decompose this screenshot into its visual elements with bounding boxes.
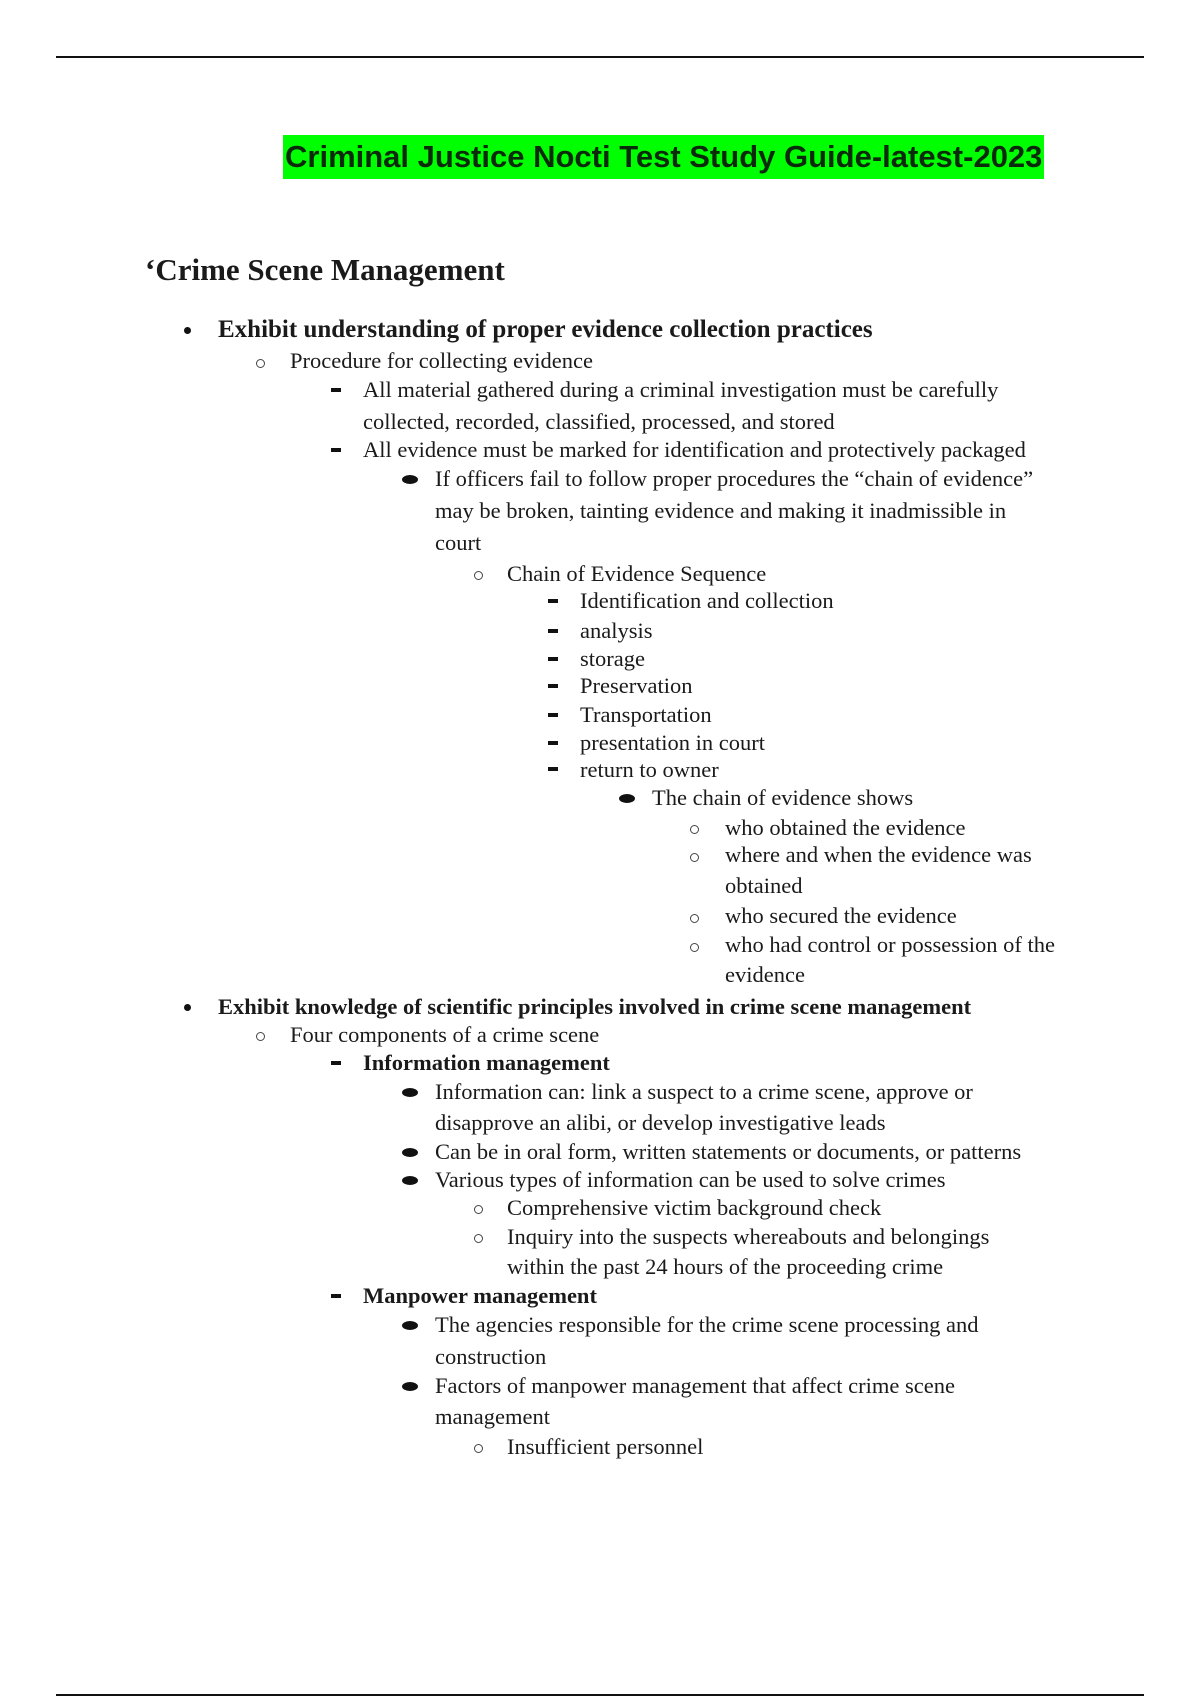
bullet-circle-icon (474, 1234, 483, 1243)
outline-item-level4: Information can: link a suspect to a crime scene, approve or (435, 1079, 973, 1104)
outline-item-level4: The agencies responsible for the crime scene processing and (435, 1312, 979, 1337)
outline-item-level4: If officers fail to follow proper procedures the “chain of evidence” (435, 466, 1034, 491)
outline-item-continuation: disapprove an alibi, or develop investigative leads (435, 1110, 886, 1135)
bullet-circle-icon (256, 359, 265, 368)
bullet-dash-icon (331, 448, 341, 452)
outline-item-continuation: court (435, 530, 482, 555)
bullet-filled-icon (402, 1176, 418, 1185)
bullet-dash-icon (331, 1294, 341, 1298)
section-heading: ‘Crime Scene Management (145, 252, 505, 287)
bullet-dash-icon (548, 684, 558, 688)
outline-item-level4: Factors of manpower management that affect crime scene (435, 1373, 955, 1398)
top-rule (56, 56, 1144, 58)
outline-item-level6: return to owner (580, 757, 719, 782)
bullet-circle-icon (256, 1032, 265, 1041)
bullet-circle-icon (474, 1205, 483, 1214)
outline-item-level8: who secured the evidence (725, 903, 957, 928)
outline-item-level4: Can be in oral form, written statements or documents, or patterns (435, 1139, 1022, 1164)
outline-item-level3: Manpower management (363, 1283, 597, 1308)
outline-item-level6: presentation in court (580, 730, 765, 755)
outline-item-continuation: obtained (725, 873, 803, 898)
bullet-filled-icon (402, 1088, 418, 1097)
outline-item-level5: Chain of Evidence Sequence (507, 561, 767, 586)
outline-item-level3: Information management (363, 1050, 610, 1075)
bullet-circle-icon (690, 943, 699, 952)
bullet-dash-icon (548, 741, 558, 745)
bullet-filled-icon (619, 794, 635, 803)
outline-item-level4: Various types of information can be used to solve crimes (435, 1167, 946, 1192)
bullet-dash-icon (331, 1061, 341, 1065)
outline-item-level3: All evidence must be marked for identification and protectively packaged (363, 437, 1026, 462)
outline-item-continuation: within the past 24 hours of the proceeding crime (507, 1254, 944, 1279)
outline-item-continuation: management (435, 1404, 550, 1429)
outline-item-level6: analysis (580, 618, 653, 643)
outline-item-level6: Transportation (580, 702, 712, 727)
outline-item-level2: Procedure for collecting evidence (290, 348, 593, 373)
bullet-dot-icon (184, 327, 191, 334)
outline-item-level6: storage (580, 646, 645, 671)
outline-item-level6: Preservation (580, 673, 693, 698)
bullet-circle-icon (474, 571, 483, 580)
bullet-filled-icon (402, 475, 418, 484)
outline-item-level1: Exhibit knowledge of scientific principles involved in crime scene management (218, 994, 972, 1019)
bullet-dash-icon (548, 629, 558, 633)
outline-item-level8: who had control or possession of the (725, 932, 1055, 957)
bullet-dot-icon (184, 1004, 191, 1011)
bullet-circle-icon (690, 914, 699, 923)
outline-item-continuation: collected, recorded, classified, processed, and stored (363, 409, 835, 434)
bullet-filled-icon (402, 1382, 418, 1391)
outline-item-level8: where and when the evidence was (725, 842, 1032, 867)
bullet-filled-icon (402, 1148, 418, 1157)
outline-item-level7: The chain of evidence shows (652, 785, 914, 810)
bullet-dash-icon (548, 599, 558, 603)
document-title: Criminal Justice Nocti Test Study Guide-latest-2023 (283, 135, 1044, 179)
bullet-circle-icon (690, 825, 699, 834)
outline-item-continuation: evidence (725, 962, 805, 987)
outline-item-level1: Exhibit understanding of proper evidence collection practices (218, 316, 873, 343)
outline-item-level5: Inquiry into the suspects whereabouts and belongings (507, 1224, 990, 1249)
bullet-dash-icon (548, 767, 558, 771)
outline-item-continuation: may be broken, tainting evidence and making it inadmissible in (435, 498, 1007, 523)
bullet-circle-icon (474, 1444, 483, 1453)
outline-item-level6: Identification and collection (580, 588, 834, 613)
outline-item-level5: Insufficient personnel (507, 1434, 704, 1459)
bullet-dash-icon (331, 388, 341, 392)
outline-item-continuation: construction (435, 1344, 547, 1369)
outline-item-level5: Comprehensive victim background check (507, 1195, 882, 1220)
bullet-dash-icon (548, 713, 558, 717)
outline-item-level8: who obtained the evidence (725, 815, 966, 840)
bullet-circle-icon (690, 853, 699, 862)
bullet-dash-icon (548, 657, 558, 661)
bottom-rule (56, 1694, 1144, 1696)
bullet-filled-icon (402, 1321, 418, 1330)
outline-item-level3: All material gathered during a criminal investigation must be carefully (363, 377, 999, 402)
outline-item-level2: Four components of a crime scene (290, 1022, 600, 1047)
